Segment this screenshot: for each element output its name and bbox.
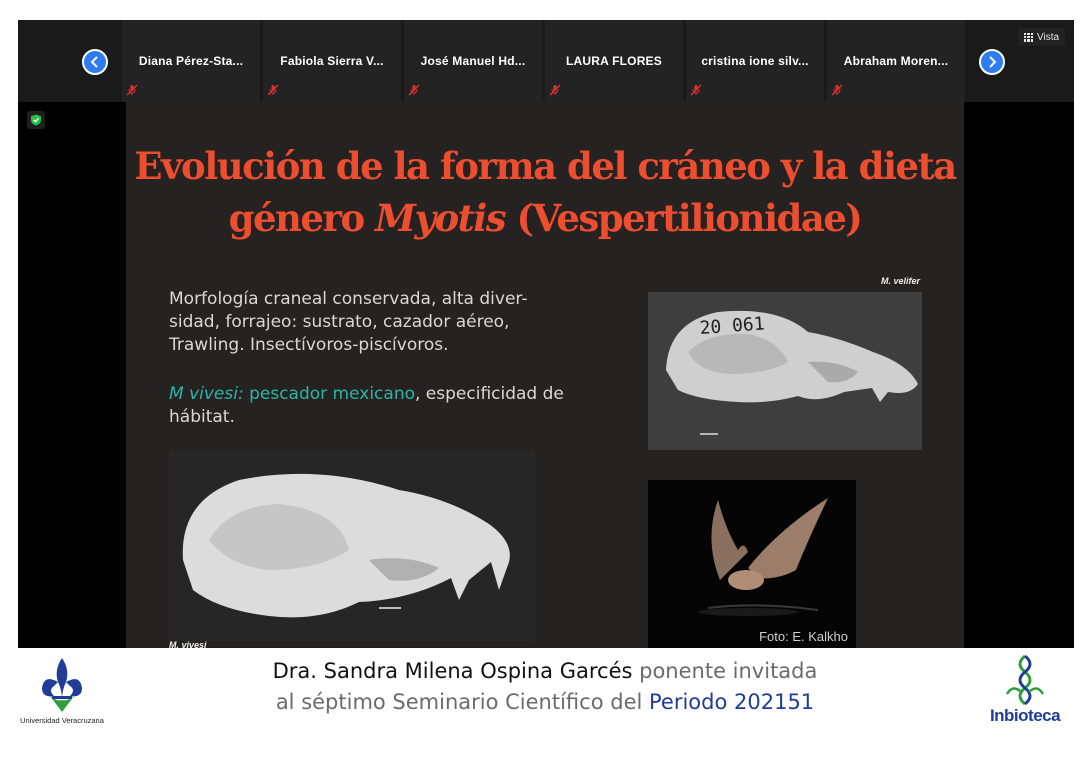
participant-name: Diana Pérez-Sta... bbox=[138, 54, 244, 68]
title-genus: Myotis bbox=[375, 196, 506, 240]
footer-line1 bbox=[120, 656, 970, 687]
left-logo-label: Universidad Veracruzana bbox=[20, 716, 104, 725]
species-name: M vivesi: bbox=[169, 384, 244, 404]
previous-page-button[interactable] bbox=[82, 49, 108, 75]
speaker-role: ponente invitada bbox=[632, 659, 818, 683]
bat-fishing-photo bbox=[648, 480, 856, 648]
slide-title-line1: Evolución de la forma del cráneo y la dieta bbox=[134, 144, 956, 188]
muted-mic-icon bbox=[831, 84, 843, 96]
fleur-de-lis-icon bbox=[36, 656, 88, 714]
participant-tiles bbox=[122, 20, 968, 102]
shared-screen-slide bbox=[126, 102, 964, 648]
participants-bar bbox=[18, 20, 1074, 102]
muted-mic-icon bbox=[549, 84, 561, 96]
species-description: , especificidad de hábitat. bbox=[169, 384, 564, 427]
footer-caption bbox=[120, 656, 970, 718]
title-line2-prefix: género bbox=[228, 196, 376, 240]
muted-mic-icon bbox=[267, 84, 279, 96]
skull-photo-vivesi bbox=[169, 450, 535, 642]
participant-tile[interactable] bbox=[827, 20, 965, 102]
view-label: Vista bbox=[1037, 31, 1060, 43]
participant-name: Abraham Moren... bbox=[843, 54, 949, 68]
participant-name: LAURA FLORES bbox=[566, 54, 662, 68]
slide-title bbox=[126, 140, 964, 244]
participant-name: José Manuel Hd... bbox=[420, 54, 526, 68]
title-line2-suffix: (Vespertilionidae) bbox=[505, 196, 862, 240]
muted-mic-icon bbox=[126, 84, 138, 96]
chevron-left-icon bbox=[89, 56, 101, 68]
participant-name: cristina ione silv... bbox=[701, 54, 809, 68]
grid-view-icon bbox=[1024, 33, 1033, 42]
seminar-text: al séptimo Seminario Científico del bbox=[275, 690, 649, 714]
next-page-button[interactable] bbox=[979, 49, 1005, 75]
seminar-period: Periodo 202151 bbox=[649, 690, 815, 714]
slide-paragraph-vivesi bbox=[169, 383, 569, 429]
shield-check-icon bbox=[30, 114, 42, 126]
caption-vivesi: M. vivesi bbox=[169, 640, 207, 648]
inbioteca-logo bbox=[980, 654, 1070, 734]
participant-name: Fabiola Sierra V... bbox=[280, 54, 384, 68]
speaker-name: Dra. Sandra Milena Ospina Garcés bbox=[272, 659, 633, 683]
right-logo-label: Inbioteca bbox=[989, 706, 1061, 725]
slide-paragraph-morphology: Morfología craneal conservada, alta diver-sidad, forrajeo: sustrato, cazador aéreo, Trawling. Insectívoros-piscívoros. bbox=[169, 289, 528, 355]
participant-tile[interactable] bbox=[263, 20, 401, 102]
slide-title-line2 bbox=[126, 192, 964, 244]
view-button[interactable] bbox=[1018, 28, 1065, 46]
encryption-shield-badge[interactable] bbox=[27, 111, 45, 129]
dna-leaf-icon bbox=[1003, 654, 1047, 706]
chevron-right-icon bbox=[986, 56, 998, 68]
photo-credit: Foto: E. Kalkho bbox=[759, 629, 848, 644]
meeting-window bbox=[18, 20, 1074, 648]
footer-line2 bbox=[120, 687, 970, 718]
species-common-name: pescador mexicano bbox=[243, 384, 415, 404]
caption-velifer: M. velifer bbox=[881, 276, 921, 286]
participant-tile[interactable] bbox=[545, 20, 683, 102]
skull-label-velifer: 20 061 bbox=[698, 313, 766, 339]
footer-banner bbox=[0, 648, 1090, 760]
participant-tile[interactable] bbox=[404, 20, 542, 102]
participant-tile[interactable] bbox=[122, 20, 260, 102]
muted-mic-icon bbox=[690, 84, 702, 96]
universidad-veracruzana-logo bbox=[16, 656, 108, 736]
muted-mic-icon bbox=[408, 84, 420, 96]
skull-photo-velifer bbox=[648, 292, 922, 450]
participant-tile[interactable] bbox=[686, 20, 824, 102]
